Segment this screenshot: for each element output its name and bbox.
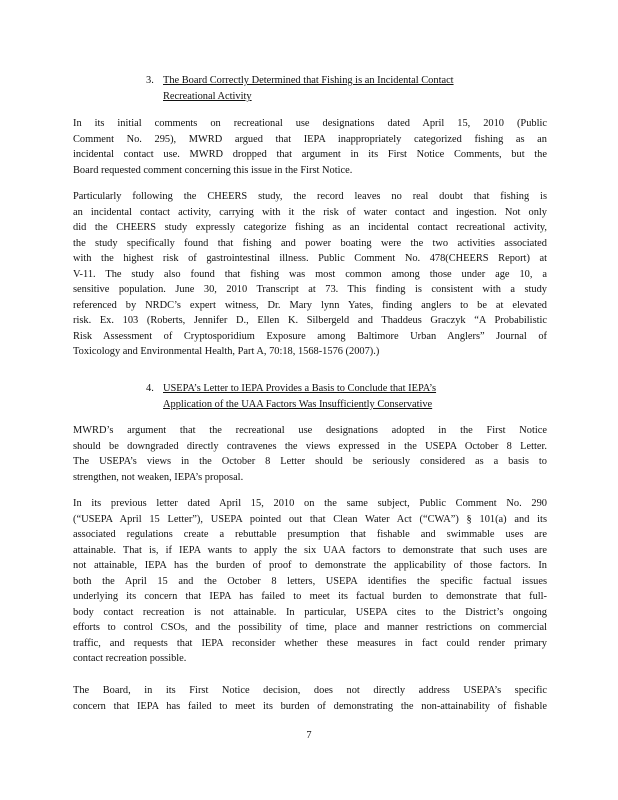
paragraph-line: associated regulations create a rebuttable presumption that fishable and swimmable uses are	[73, 529, 547, 540]
section-heading-line: USEPA’s Letter to IEPA Provides a Basis to Conclude that IEPA’s	[163, 383, 437, 394]
paragraph-line: The USEPA’s views in the October 8 Letter should be seriously considered as a basis to	[73, 456, 547, 467]
paragraph-line: The Board, in its First Notice decision, does not directly address USEPA’s specific	[73, 685, 547, 696]
paragraph-line: incidental contact use. MWRD dropped that argument in its First Notice Comments, but the	[73, 149, 547, 160]
paragraph-line: MWRD’s argument that the recreational use designations adopted in the First Notice	[73, 425, 547, 436]
paragraph-line: with the highest risk of gastrointestinal illness. Public Comment No. 478(CHEERS Report) at	[73, 253, 547, 264]
paragraph-line: an incidental contact activity, carrying with it the risk of water contact and ingestion. Not only	[73, 206, 547, 218]
paragraph-line: In its initial comments on recreational use designations dated April 15, 2010 (Public	[73, 118, 547, 129]
section-heading-line: The Board Correctly Determined that Fishing is an Incidental Contact	[163, 75, 454, 86]
paragraph-line: attainable. That is, if IEPA wants to apply the six UAA factors to demonstrate that such uses are	[73, 544, 547, 556]
paragraph-line: not attainable, IEPA has the burden of proof to demonstrate the applicability of those factors. In	[73, 560, 547, 571]
paragraph-line: should be downgraded directly contravenes the views expressed in the USEPA October 8 Letter.	[73, 440, 547, 452]
paragraph-line: referenced by NRDC’s expert witness, Dr. Mary lynn Yates, finding anglers to be at elevated	[73, 299, 547, 311]
paragraph-line: Comment No. 295), MWRD argued that IEPA inappropriately categorized fishing as an	[73, 133, 547, 145]
paragraph-line: underlying its concern that IEPA has failed to meet its factual burden to demonstrate that full-	[73, 591, 547, 602]
paragraph-line: risk. Ex. 103 (Roberts, Jennifer D., Ellen K. Silbergeld and Thaddeus Graczyk “A Probabilistic	[73, 315, 547, 326]
section-heading-line: Application of the UAA Factors Was Insufficiently Conservative	[163, 399, 433, 410]
paragraph-line: body contact recreation is not attainable. In particular, USEPA cites to the District’s ongoing	[73, 606, 547, 618]
paragraph-line: both the April 15 and the October 8 letters, USEPA identifies the specific factual issues	[73, 575, 547, 587]
paragraph-line: traffic, and requests that IEPA reconsider whether these measures in fact could render primary	[73, 637, 547, 649]
paragraph-line: Toxicology and Environmental Health, Part A, 70:18, 1568-1576 (2007).)	[73, 346, 380, 357]
paragraph-line: did the CHEERS study expressly categorize fishing as an incidental contact recreational activity,	[73, 222, 547, 233]
paragraph-line: concern that IEPA has failed to meet its burden of demonstrating the non-attainability of fishable	[73, 700, 547, 712]
paragraph-line: V-11. The study also found that fishing was most common among those under age 10, a	[73, 268, 547, 280]
paragraph-line: sensitive population. June 30, 2010 Transcript at 73. This finding is consistent with a study	[73, 284, 547, 295]
paragraph-line: Board requested comment concerning this issue in the First Notice.	[73, 164, 353, 176]
paragraph-line: Particularly following the CHEERS study, the record leaves no real doubt that fishing is	[73, 191, 547, 202]
paragraph-line: contact recreation possible.	[73, 653, 187, 664]
section-heading-line: Recreational Activity	[163, 91, 252, 102]
page-number: 7	[306, 730, 312, 741]
paragraph-line: In its previous letter dated April 15, 2010 on the same subject, Public Comment No. 290	[73, 498, 547, 509]
paragraph-line: efforts to control CSOs, and the possibility of time, place and manner restrictions on commercial	[73, 622, 547, 633]
section-number: 4.	[146, 383, 154, 394]
paragraph-line: strengthen, not weaken, IEPA’s proposal.	[73, 471, 244, 483]
section-number: 3.	[146, 75, 154, 86]
paragraph-line: (“USEPA April 15 Letter”), USEPA pointed out that Clean Water Act (“CWA”) § 101(a) and its	[73, 513, 547, 525]
paragraph-line: the study specifically found that fishing and power boating were the two activities associated	[73, 237, 547, 249]
paragraph-line: Risk Assessment of Cryptosporidium Exposure among Baltimore Urban Anglers” Journal of	[73, 330, 547, 342]
